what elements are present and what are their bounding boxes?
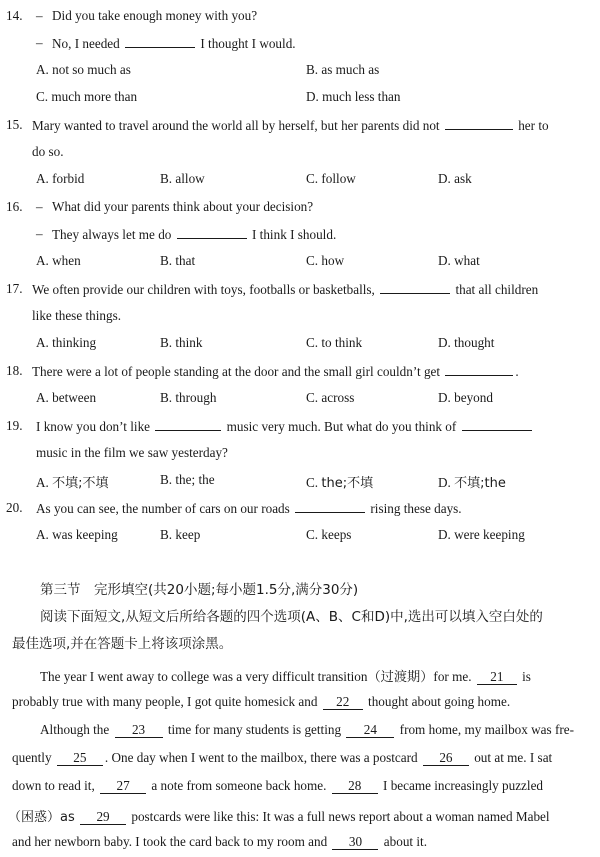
question-text: Did you take enough money with you? [52,8,258,23]
question-number: 17. [6,281,23,296]
answer-blank [295,500,365,513]
option-d: D. ask [438,171,472,186]
option-b: B. that [160,253,196,268]
question-text: Mary wanted to travel around the world all by herself, but her parents did not her to [32,118,549,133]
question-text: What did your parents think about your decision? [52,199,314,214]
option-c: C. follow [306,171,356,186]
dialogue-dash: – [36,35,43,50]
question-text: There were a lot of people standing at the door and the small girl couldn’t get . [32,364,519,379]
passage-line: probably true with many people, I got quite homesick and 22 thought about going home. [12,694,511,709]
option-a: A. when [36,253,81,268]
option-b: B. as much as [306,62,380,77]
passage-line: The year I went away to college was a very difficult transition（过渡期）for me. 21 is [40,669,531,684]
option-c: C. how [306,253,345,268]
option-a: A. forbid [36,171,85,186]
question-text: I know you don’t like music very much. But what do you think of [36,418,534,435]
question-number: 15. [6,117,23,132]
answer-blank [155,418,221,431]
passage-line: quently 25 . One day when I went to the mailbox, there was a postcard 26 out at me. I sat [12,750,553,765]
option-d: D. beyond [438,390,493,405]
passage-line: down to read it, 27 a note from someone back home. 28 I became increasingly puzzled [12,778,544,793]
numbered-blank: 26 [423,750,469,766]
question-text: No, I needed I thought I would. [52,36,296,51]
section-instruction: 阅读下面短文,从短文后所给各题的四个选项(A、B、C和D)中,选出可以填入空白处的 [40,609,543,625]
question-text: They always let me do I think I should. [52,227,337,242]
option-c: C. the;不填 [306,475,374,491]
option-d: D. were keeping [438,527,525,542]
option-a: A. between [36,390,97,405]
option-b: B. think [160,335,203,350]
section-instruction: 最佳选项,并在答题卡上将该项涂黑。 [12,636,233,652]
passage-line: and her newborn baby. I took the card back to my room and 30 about it. [12,834,428,849]
numbered-blank: 22 [323,694,363,710]
numbered-blank: 30 [332,834,378,850]
option-b: B. through [160,390,217,405]
dialogue-dash: – [36,199,43,214]
question-number: 20. [6,500,23,515]
question-number: 19. [6,418,23,433]
question-number: 14. [6,8,23,23]
option-d: D. much less than [306,89,401,104]
question-text: As you can see, the number of cars on our roads rising these days. [36,501,462,516]
option-a: A. was keeping [36,527,118,542]
option-c: C. across [306,390,355,405]
option-b: B. allow [160,171,205,186]
option-a: A. 不填;不填 [36,475,109,491]
option-d: D. thought [438,335,495,350]
option-c: C. much more than [36,89,138,104]
option-b: B. keep [160,527,201,542]
numbered-blank: 25 [57,750,103,766]
question-text: like these things. [32,308,122,323]
option-d: D. 不填;the [438,475,506,491]
passage-line: Although the 23 time for many students is getting 24 from home, my mailbox was fre- [40,722,574,737]
answer-blank [445,363,513,376]
option-a: A. not so much as [36,62,131,77]
answer-blank [462,418,532,431]
numbered-blank: 28 [332,778,378,794]
question-text: We often provide our children with toys, footballs or basketballs, that all children [32,282,539,297]
section-heading: 第三节 完形填空(共20小题;每小题1.5分,满分30分) [40,582,359,598]
question-number: 16. [6,199,23,214]
dialogue-dash: – [36,226,43,241]
question-number: 18. [6,363,23,378]
option-d: D. what [438,253,480,268]
numbered-blank: 27 [100,778,146,794]
numbered-blank: 21 [477,669,517,685]
option-b: B. the; the [160,472,215,487]
option-a: A. thinking [36,335,97,350]
answer-blank [445,117,513,130]
answer-blank [177,226,247,239]
answer-blank [380,281,450,294]
option-c: C. to think [306,335,363,350]
passage-line: （困惑）as 29 postcards were like this: It was a full news report about a woman named Mabel [8,809,550,825]
option-c: C. keeps [306,527,352,542]
answer-blank [125,35,195,48]
numbered-blank: 24 [346,722,394,738]
question-text: music in the film we saw yesterday? [36,445,228,460]
numbered-blank: 23 [115,722,163,738]
question-text: do so. [32,144,64,159]
dialogue-dash: – [36,8,43,23]
numbered-blank: 29 [80,809,126,825]
